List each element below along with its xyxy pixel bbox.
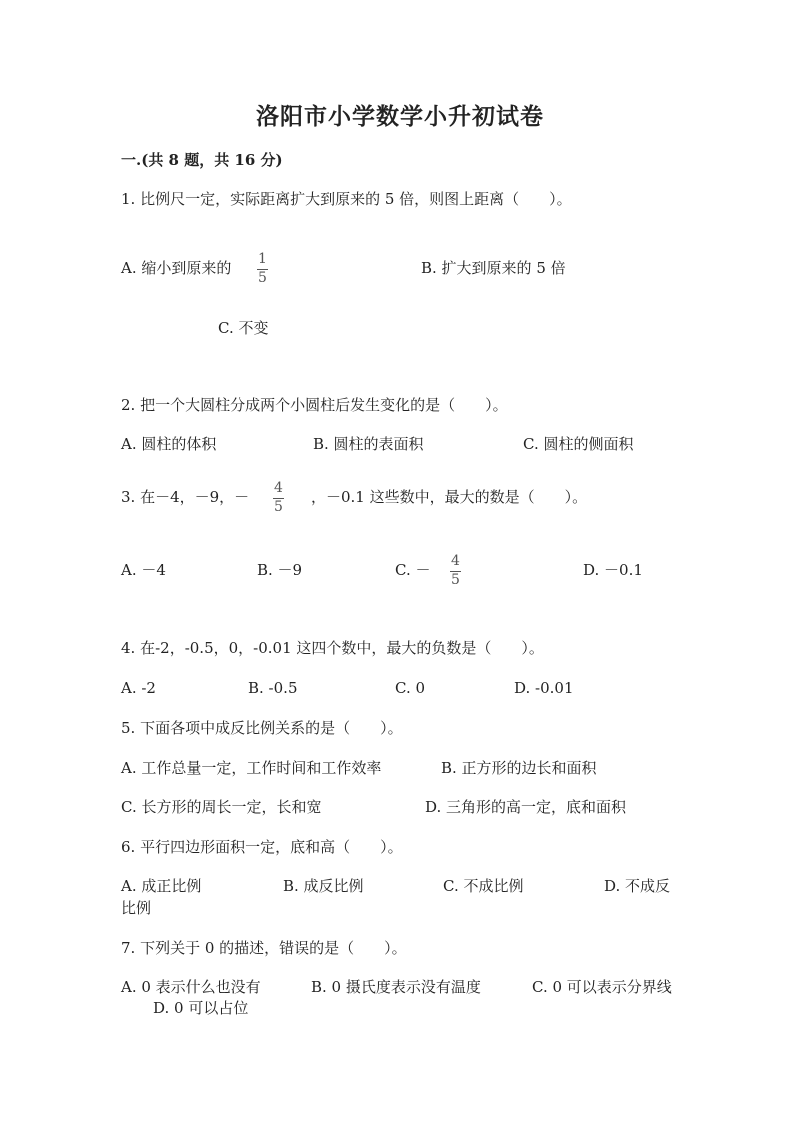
question-6-option-a: A. 成正比例 — [121, 877, 202, 895]
fraction-numerator: 4 — [451, 553, 460, 569]
question-2-option-a: A. 圆柱的体积 — [121, 435, 217, 453]
question-4-stem: 4. 在-2，-0.5，0，-0.01 这四个数中，最大的负数是（ ）。 — [121, 639, 544, 657]
fraction-denominator: 5 — [274, 499, 283, 515]
fraction-numerator: 4 — [274, 480, 283, 496]
question-1-option-a: A. 缩小到原来的 — [121, 259, 232, 277]
question-4-option-c: C. 0 — [395, 679, 426, 697]
question-3-option-c-fraction — [450, 554, 461, 588]
question-6-option-b: B. 成反比例 — [283, 877, 364, 895]
question-5-option-b: B. 正方形的边长和面积 — [441, 759, 597, 777]
section-heading: 一.(共 8 题，共 16 分) — [121, 151, 283, 169]
question-5-option-d: D. 三角形的高一定，底和面积 — [425, 798, 627, 816]
question-7-option-a: A. 0 表示什么也没有 — [121, 978, 261, 996]
question-3-stem-end: ，－0.1 这些数中，最大的数是（ ）。 — [311, 488, 588, 506]
question-2-option-b: B. 圆柱的表面积 — [313, 435, 424, 453]
question-5-option-a: A. 工作总量一定，工作时间和工作效率 — [121, 759, 382, 777]
question-7-option-c: C. 0 可以表示分界线 — [532, 978, 672, 996]
question-3-option-c: C. － — [395, 561, 431, 579]
question-3-stem-fraction — [273, 481, 284, 515]
question-6-option-c: C. 不成比例 — [443, 877, 524, 895]
question-1-option-a-fraction — [257, 252, 268, 286]
question-6-stem: 6. 平行四边形面积一定，底和高（ ）。 — [121, 838, 403, 856]
question-3-stem-start: 3. 在－4，－9，－ — [121, 488, 250, 506]
question-1-option-b: B. 扩大到原来的 5 倍 — [421, 259, 566, 277]
question-7-option-b: B. 0 摄氏度表示没有温度 — [311, 978, 481, 996]
question-3-option-d: D. －0.1 — [583, 561, 643, 579]
question-2-option-c: C. 圆柱的侧面积 — [523, 435, 634, 453]
fraction-denominator: 5 — [258, 270, 267, 286]
question-4-option-b: B. -0.5 — [248, 679, 298, 697]
question-6-option-d: D. 不成反 — [604, 877, 671, 895]
question-3-option-a: A. －4 — [121, 561, 166, 579]
question-3-option-b: B. －9 — [257, 561, 303, 579]
page-title: 洛阳市小学数学小升初试卷 — [256, 103, 544, 130]
question-1-option-c: C. 不变 — [218, 319, 269, 337]
question-7-option-d: D. 0 可以占位 — [153, 999, 249, 1017]
question-7-stem: 7. 下列关于 0 的描述，错误的是（ ）。 — [121, 939, 407, 957]
question-5-stem: 5. 下面各项中成反比例关系的是（ ）。 — [121, 719, 403, 737]
question-6-option-d-wrap: 比例 — [121, 899, 152, 917]
question-4-option-a: A. -2 — [121, 679, 156, 697]
question-2-stem: 2. 把一个大圆柱分成两个小圆柱后发生变化的是（ ）。 — [121, 396, 508, 414]
fraction-numerator: 1 — [258, 251, 267, 267]
question-5-option-c: C. 长方形的周长一定，长和宽 — [121, 798, 322, 816]
question-4-option-d: D. -0.01 — [514, 679, 574, 697]
question-1-stem: 1. 比例尺一定，实际距离扩大到原来的 5 倍，则图上距离（ ）。 — [121, 190, 572, 208]
fraction-denominator: 5 — [451, 572, 460, 588]
